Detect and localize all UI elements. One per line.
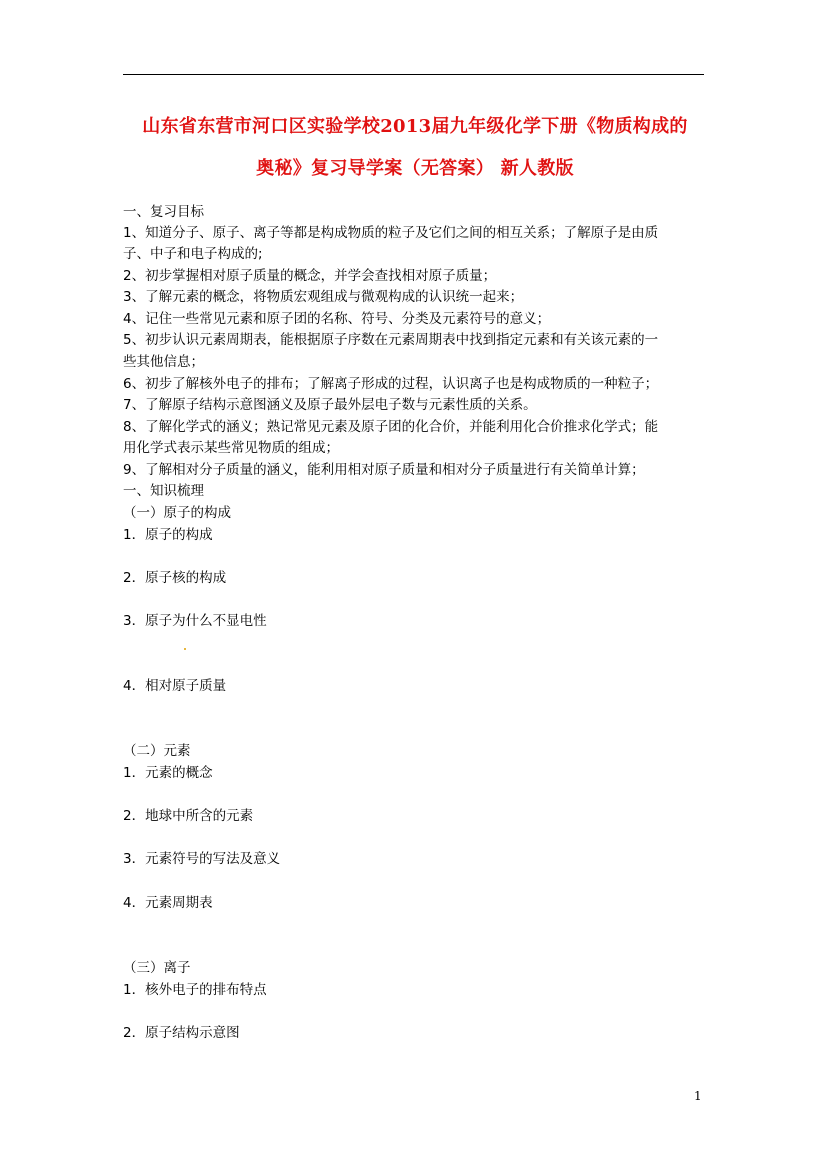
section-heading-atom-structure: （一）原子的构成	[123, 505, 231, 521]
objective-line: 7、了解原子结构示意图涵义及原子最外层电子数与元素性质的关系。	[123, 397, 537, 413]
list-item: 4．相对原子质量	[123, 678, 227, 694]
document-title-line-2: 奥秘》复习导学案（无答案） 新人教版	[256, 158, 574, 179]
list-item: 2．地球中所含的元素	[123, 808, 254, 824]
header-rule	[123, 74, 704, 75]
objective-line: 些其他信息；	[123, 354, 204, 370]
objective-line: 1、知道分子、原子、离子等都是构成物质的粒子及它们之间的相互关系；了解原子是由质	[123, 225, 659, 241]
objective-line: 5、初步认识元素周期表，能根据原子序数在元素周期表中找到指定元素和有关该元素的一	[123, 332, 659, 348]
objective-line: 3、了解元素的概念，将物质宏观组成与微观构成的认识统一起来；	[123, 289, 524, 305]
knowledge-heading: 一、知识梳理	[123, 483, 204, 499]
objective-line: 8、了解化学式的涵义；熟记常见元素及原子团的化合价，并能利用化合价推求化学式；能	[123, 419, 659, 435]
objective-line: 用化学式表示某些常见物质的组成；	[123, 440, 339, 456]
list-item: 3．原子为什么不显电性	[123, 613, 267, 629]
list-item: 4．元素周期表	[123, 895, 213, 911]
list-item: 2．原子结构示意图	[123, 1025, 240, 1041]
objectives-heading: 一、复习目标	[123, 204, 204, 220]
objective-line: 2、初步掌握相对原子质量的概念，并学会查找相对原子质量；	[123, 268, 497, 284]
objective-line: 子、中子和电子构成的;	[123, 246, 263, 262]
objective-line: 6、初步了解核外电子的排布；了解离子形成的过程，认识离子也是构成物质的一种粒子；	[123, 376, 659, 392]
objective-line: 4、记住一些常见元素和原子团的名称、符号、分类及元素符号的意义；	[123, 311, 551, 327]
section-heading-ions: （三）离子	[123, 960, 191, 976]
section-heading-elements: （二）元素	[123, 743, 191, 759]
list-item: 1．元素的概念	[123, 765, 213, 781]
list-item: 2．原子核的构成	[123, 570, 227, 586]
page-number: 1	[694, 1089, 702, 1103]
list-item: 1．原子的构成	[123, 527, 213, 543]
list-item: 3．元素符号的写法及意义	[123, 851, 281, 867]
list-item: 1．核外电子的排布特点	[123, 982, 267, 998]
document-title-line-1: 山东省东营市河口区实验学校2013届九年级化学下册《物质构成的	[142, 116, 688, 137]
objective-line: 9、了解相对分子质量的涵义，能利用相对原子质量和相对分子质量进行有关简单计算；	[123, 462, 645, 478]
stray-dot	[184, 648, 186, 650]
